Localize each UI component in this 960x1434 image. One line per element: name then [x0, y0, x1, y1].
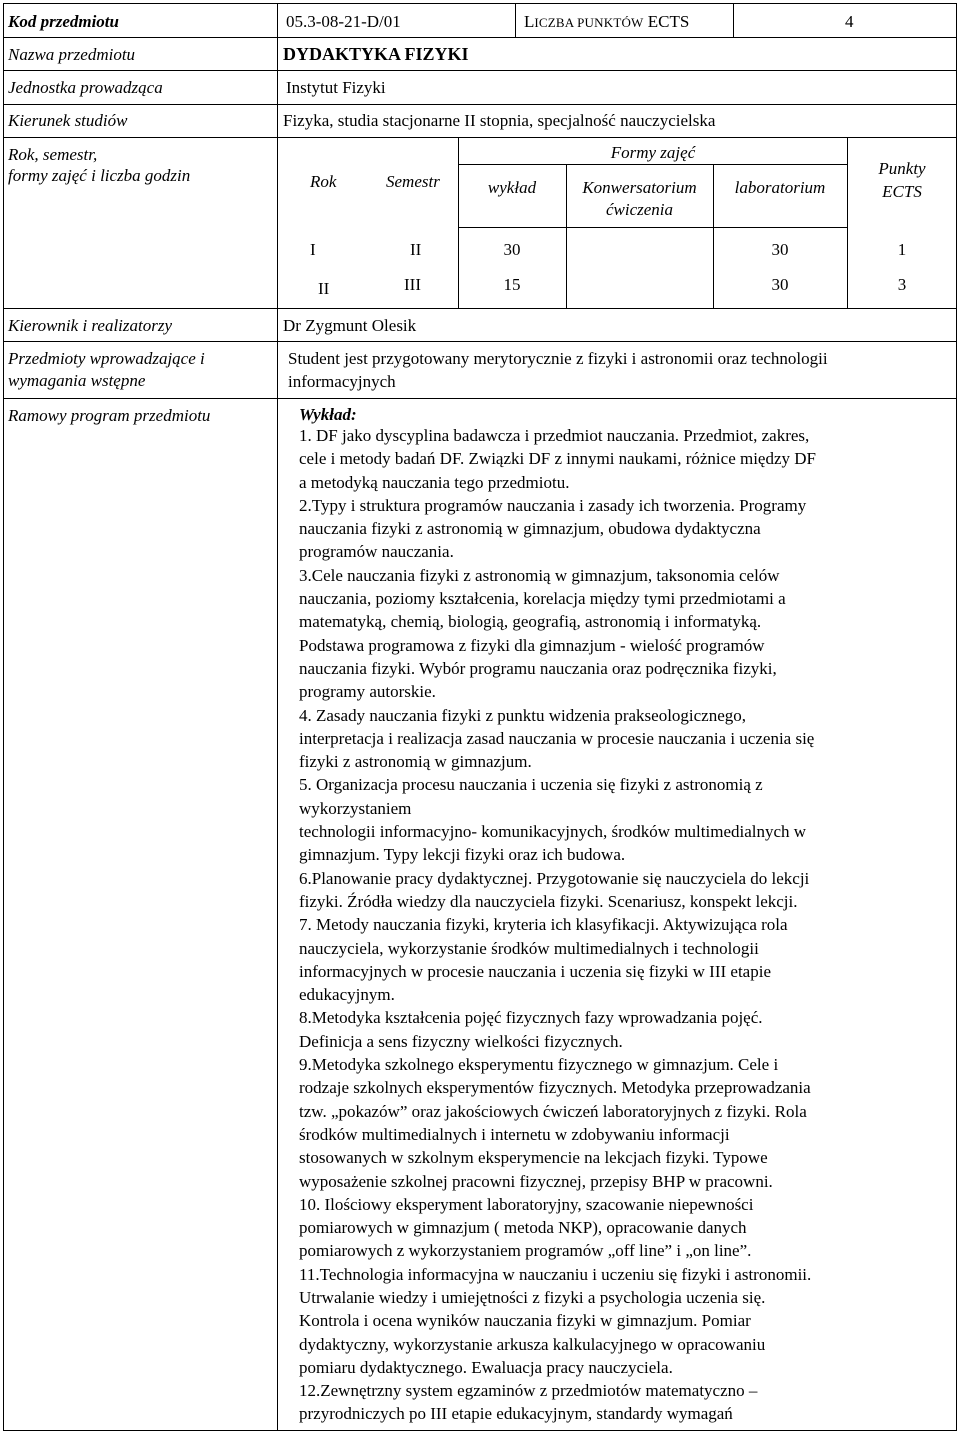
row-line — [3, 398, 957, 399]
przedmioty-value-2: informacyjnych — [288, 372, 396, 391]
program-line: programy autorskie. — [299, 682, 436, 702]
program-line: cele i metody badań DF. Związki DF z innymi naukami, różnice między DF — [299, 449, 817, 469]
kierunek-value: Fizyka, studia stacjonarne II stopnia, specjalność nauczycielska — [283, 111, 716, 130]
col-header-wyklad: wykład — [487, 178, 537, 197]
kierownik-value: Dr Zygmunt Olesik — [283, 316, 417, 335]
col-header-laboratorium: laboratorium — [734, 178, 826, 197]
kierownik-label: Kierownik i realizatorzy — [8, 316, 173, 335]
schedule-row-1-wyklad: 30 — [503, 240, 521, 259]
row-line — [3, 70, 957, 71]
schedule-row-2-semestr: III — [404, 275, 421, 294]
nazwa-label: Nazwa przedmiotu — [8, 45, 136, 64]
col-header-cwiczenia: ćwiczenia — [605, 200, 674, 219]
program-line: 11.Technologia informacyjna w nauczaniu i uczeniu się fizyki i astronomii. — [299, 1264, 812, 1284]
program-line: pomiarowych w gimnazjum ( metoda NKP), opracowanie danych — [299, 1218, 747, 1238]
kod-przedmiotu-value: 05.3-08-21-D/01 — [286, 12, 401, 31]
ects-label-initial: L — [524, 12, 535, 31]
table-border-bottom — [3, 1430, 957, 1431]
schedule-row-1-semestr: II — [410, 240, 422, 259]
program-line: Kontrola i ocena wyników nauczania fizyki w gimnazjum. Pomiar — [299, 1311, 751, 1331]
table-border-left — [3, 3, 4, 1431]
rok-semestr-label-2: formy zajęć i liczba godzin — [8, 166, 191, 185]
row-line — [3, 37, 957, 38]
przedmioty-value-1: Student jest przygotowany merytorycznie z fizyki i astronomii oraz technologii — [288, 349, 828, 368]
kod-przedmiotu-label: Kod przedmiotu — [8, 12, 119, 31]
ects-label-rest: ECTS — [643, 12, 690, 31]
program-line: nauczania fizyki. Wybór programu nauczania oraz podręcznika fizyki, — [299, 658, 777, 678]
row-line — [3, 104, 957, 105]
schedule-row-2-lab: 30 — [771, 275, 789, 294]
program-line: technologii informacyjno- komunikacyjnych, środków multimedialnych w — [299, 822, 807, 842]
col-header-konwersatorium: Konwersatorium — [582, 178, 697, 197]
program-line: gimnazjum. Typy lekcji fizyki oraz ich budowa. — [299, 845, 626, 865]
program-line: wykorzystaniem — [299, 798, 412, 818]
program-line: 3.Cele nauczania fizyki z astronomią w gimnazjum, taksonomia celów — [299, 565, 780, 585]
program-line: fizyki. Źródła wiedzy dla nauczyciela fizyki. Scenariusz, konspekt lekcji. — [299, 891, 798, 911]
program-line: 9.Metodyka szkolnego eksperymentu fizycznego w gimnazjum. Cele i — [299, 1055, 779, 1075]
schedule-row-1-lab: 30 — [771, 240, 789, 259]
program-line: dydaktyczny, wykorzystanie arkusza kalkulacyjnego w opracowaniu — [299, 1334, 766, 1354]
nazwa-value: DYDAKTYKA FIZYKI — [283, 44, 469, 64]
table-border-right — [956, 3, 957, 1431]
schedule-row-1-punkty: 1 — [897, 240, 907, 259]
program-line: pomiarowych z wykorzystaniem programów „off line” i „on line”. — [299, 1241, 752, 1261]
program-line: Utrwalanie wiedzy i umiejętności z fizyki a psychologia uczenia się. — [299, 1287, 766, 1307]
schedule-row-2-wyklad: 15 — [503, 275, 521, 294]
wyklad-heading: Wykład: — [299, 405, 357, 424]
program-line: informacyjnych w procesie nauczania i uczenia się fizyki w III etapie — [299, 961, 771, 981]
program-line: a metodyką nauczania tego przedmiotu. — [299, 472, 570, 492]
program-line: 2.Typy i struktura programów nauczania i zasady ich tworzenia. Programy — [299, 495, 807, 515]
col-header-rok: Rok — [310, 172, 337, 191]
schedule-line — [458, 227, 848, 228]
program-line: przyrodniczych po III etapie edukacyjnym, standardy wymagań — [299, 1404, 733, 1424]
schedule-row-2-rok: II — [318, 279, 330, 298]
program-line: interpretacja i realizacja zasad nauczania w procesie nauczania i uczenia się — [299, 728, 815, 748]
program-line: nauczyciela, wykorzystanie środków multimedialnych i technologii — [299, 938, 759, 958]
ramowy-program-label: Ramowy program przedmiotu — [8, 406, 211, 425]
table-border-top — [3, 3, 957, 4]
program-line: Podstawa programowa z fizyki dla gimnazjum - wielość programów — [299, 635, 765, 655]
program-line: 10. Ilościowy eksperyment laboratoryjny, szacowanie niepewności — [299, 1194, 754, 1214]
program-line: 5. Organizacja procesu nauczania i uczenia się fizyki z astronomią z — [299, 775, 763, 795]
column-divider — [277, 3, 278, 1431]
program-line: matematyką, chemią, biologią, geografią, astronomią i informatyką. — [299, 612, 762, 632]
program-line: edukacyjnym. — [299, 985, 395, 1005]
row-line — [3, 308, 957, 309]
przedmioty-label-1: Przedmioty wprowadzające i — [8, 349, 205, 368]
jednostka-value: Instytut Fizyki — [286, 78, 386, 97]
program-line: środków multimedialnych i internetu w zdobywaniu informacji — [299, 1124, 730, 1144]
ects-label — [524, 10, 689, 34]
program-line: 7. Metody nauczania fizyki, kryteria ich klasyfikacji. Aktywizująca rola — [299, 915, 788, 935]
schedule-row-2-punkty: 3 — [897, 275, 907, 294]
header-divider-2 — [733, 3, 734, 37]
program-line: 1. DF jako dyscyplina badawcza i przedmiot nauczania. Przedmiot, zakres, — [299, 426, 810, 445]
program-line: pomiaru dydaktycznego. Ewaluacja pracy nauczyciela. — [299, 1357, 673, 1377]
col-header-formy-zajec: Formy zajęć — [610, 143, 696, 162]
rok-semestr-label-1: Rok, semestr, — [8, 145, 98, 164]
przedmioty-label-2: wymagania wstępne — [8, 371, 146, 390]
ects-value: 4 — [845, 12, 854, 31]
col-header-semestr: Semestr — [386, 172, 440, 191]
jednostka-label: Jednostka prowadząca — [8, 78, 163, 97]
program-line: nauczania, poziomy kształcenia, korelacja między tymi przedmiotami a — [299, 589, 786, 609]
program-line: Definicja a sens fizyczny wielkości fizycznych. — [299, 1031, 623, 1051]
col-header-ects: ECTS — [882, 182, 922, 201]
program-line: programów nauczania. — [299, 542, 454, 562]
row-line — [3, 341, 957, 342]
program-line: 4. Zasady nauczania fizyki z punktu widzenia prakseologicznego, — [299, 705, 747, 725]
schedule-row-1-rok: I — [310, 240, 316, 259]
program-line: 12.Zewnętrzny system egzaminów z przedmiotów matematyczno – — [299, 1381, 758, 1401]
col-header-punkty: Punkty — [878, 159, 926, 178]
row-line — [3, 137, 957, 138]
program-line: 8.Metodyka kształcenia pojęć fizycznych fazy wprowadzania pojęć. — [299, 1008, 763, 1028]
program-line: wyposażenie szkolnej pracowni fizycznej, przepisy BHP w pracowni. — [299, 1171, 773, 1191]
program-line: 6.Planowanie pracy dydaktycznej. Przygotowanie się nauczyciela do lekcji — [299, 868, 810, 888]
program-line: rodzaje szkolnych eksperymentów fizycznych. Metodyka przeprowadzania — [299, 1078, 811, 1098]
program-line: tzw. „pokazów” oraz jakościowych ćwiczeń laboratoryjnych z fizyki. Rola — [299, 1101, 807, 1121]
ects-label-smallcaps: ICZBA PUNKTÓW — [534, 15, 644, 30]
program-line: nauczania fizyki z astronomią w gimnazjum, obudowa dydaktyczna — [299, 519, 761, 539]
program-line: fizyki z astronomią w gimnazjum. — [299, 752, 532, 772]
kierunek-label: Kierunek studiów — [8, 111, 128, 130]
program-line: stosowanych w szkolnym eksperymencie na lekcjach fizyki. Typowe — [299, 1148, 768, 1168]
header-divider-1 — [515, 3, 516, 37]
program-content — [299, 424, 949, 1426]
